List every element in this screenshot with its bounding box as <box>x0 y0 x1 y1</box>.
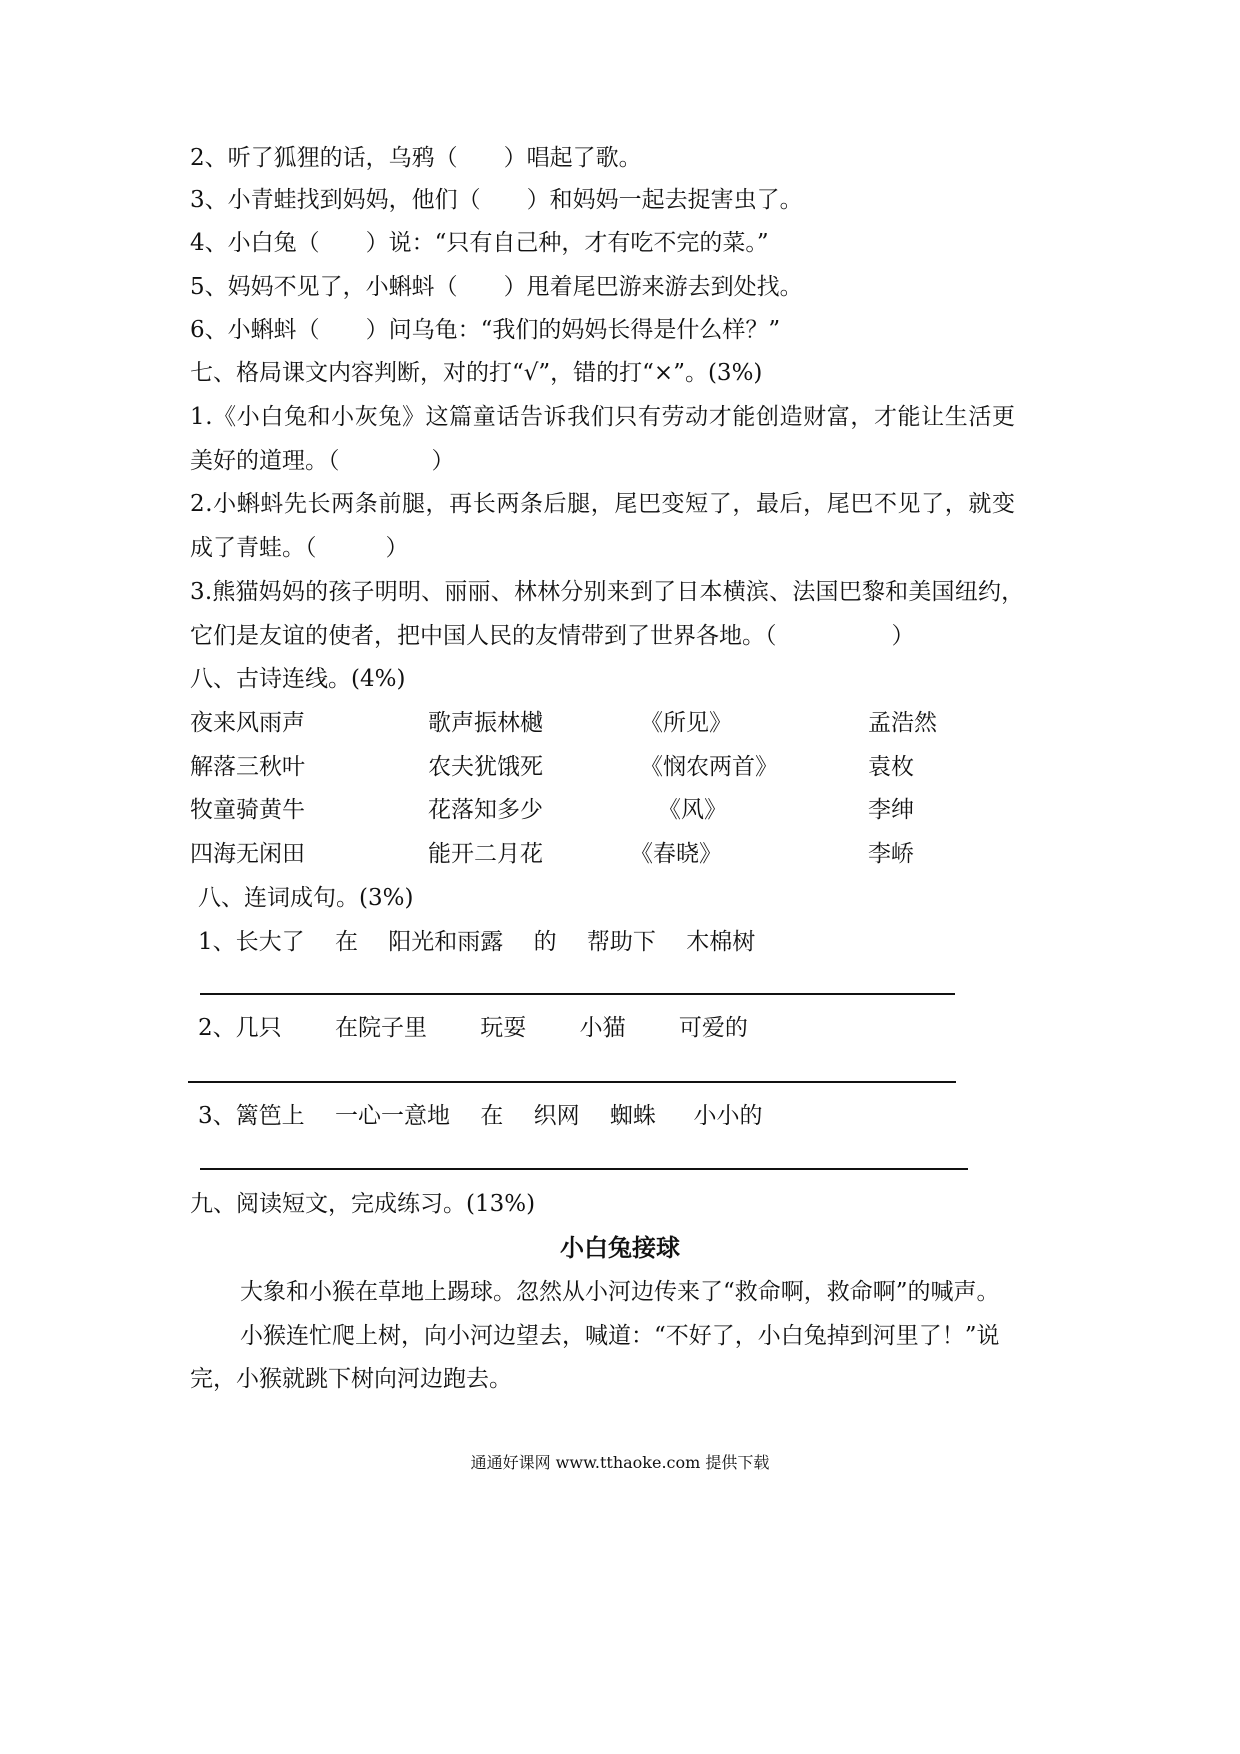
poem-title: 《风》 <box>658 797 727 823</box>
passage-line: 小猴连忙爬上树，向小河边望去，喊道：“不好了，小白兔掉到河里了！”说 <box>240 1323 1000 1349</box>
poem-line: 夜来风雨声 <box>190 710 305 736</box>
question-item: 2、听了狐狸的话，乌鸦（ ）唱起了歌。 <box>190 145 642 171</box>
poem-row <box>190 752 1110 782</box>
judgement-item: 3.熊猫妈妈的孩子明明、丽丽、林林分别来到了日本横滨、法国巴黎和美国纽约， <box>190 579 1025 605</box>
poem-row <box>190 795 1110 825</box>
poem-line: 牧童骑黄牛 <box>190 797 305 823</box>
poem-line: 能开二月花 <box>428 841 543 867</box>
answer-line[interactable] <box>188 1081 956 1083</box>
poet-name: 李绅 <box>868 797 914 823</box>
sentence-item: 2、几只 在院子里 玩耍 小猫 可爱的 <box>198 1015 748 1041</box>
passage-line: 大象和小猴在草地上踢球。忽然从小河边传来了“救命啊，救命啊”的喊声。 <box>240 1279 1000 1305</box>
poem-line: 解落三秋叶 <box>190 754 305 780</box>
section-heading: 八、古诗连线。(4%) <box>190 666 406 692</box>
judgement-item: 1.《小白兔和小灰兔》这篇童话告诉我们只有劳动才能创造财富，才能让生活更 <box>190 404 1016 430</box>
poem-line: 农夫犹饿死 <box>428 754 543 780</box>
poem-row <box>190 708 1110 738</box>
section-heading: 九、阅读短文，完成练习。(13%) <box>190 1191 536 1217</box>
section-heading: 七、格局课文内容判断，对的打“√”，错的打“×”。(3%) <box>190 360 763 386</box>
sentence-item: 1、长大了 在 阳光和雨露 的 帮助下 木棉树 <box>198 929 756 955</box>
judgement-item: 成了青蛙。（ ） <box>190 535 409 561</box>
poem-title: 《春晓》 <box>630 841 722 867</box>
poet-name: 袁枚 <box>868 754 914 780</box>
section-heading: 八、连词成句。(3%) <box>198 885 414 911</box>
question-item: 4、小白兔（ ）说：“只有自己种，才有吃不完的菜。” <box>190 230 769 256</box>
answer-line[interactable] <box>200 1168 968 1170</box>
question-item: 3、小青蛙找到妈妈，他们（ ）和妈妈一起去捉害虫了。 <box>190 187 803 213</box>
poet-name: 孟浩然 <box>868 710 937 736</box>
poem-row <box>190 839 1110 869</box>
passage-line: 完，小猴就跳下树向河边跑去。 <box>190 1366 512 1392</box>
poem-line: 花落知多少 <box>428 797 543 823</box>
sentence-item: 3、篱笆上 一心一意地 在 织网 蜘蛛 小小的 <box>198 1103 763 1129</box>
page-footer: 通通好课网 www.tthaoke.com 提供下载 <box>470 1453 770 1472</box>
poet-name: 李峤 <box>868 841 914 867</box>
judgement-item: 2.小蝌蚪先长两条前腿，再长两条后腿，尾巴变短了，最后，尾巴不见了，就变 <box>190 491 1016 517</box>
question-item: 6、小蝌蚪（ ）问乌龟：“我们的妈妈长得是什么样？” <box>190 317 781 343</box>
poem-line: 四海无闲田 <box>190 841 305 867</box>
judgement-item: 它们是友谊的使者，把中国人民的友情带到了世界各地。（ ） <box>190 623 915 649</box>
poem-title: 《所见》 <box>640 710 732 736</box>
poem-title: 《悯农两首》 <box>640 754 778 780</box>
passage-title: 小白兔接球 <box>560 1233 680 1262</box>
judgement-item: 美好的道理。（ ） <box>190 448 455 474</box>
question-item: 5、妈妈不见了，小蝌蚪（ ）甩着尾巴游来游去到处找。 <box>190 274 803 300</box>
answer-line[interactable] <box>200 993 955 995</box>
poem-line: 歌声振林樾 <box>428 710 543 736</box>
